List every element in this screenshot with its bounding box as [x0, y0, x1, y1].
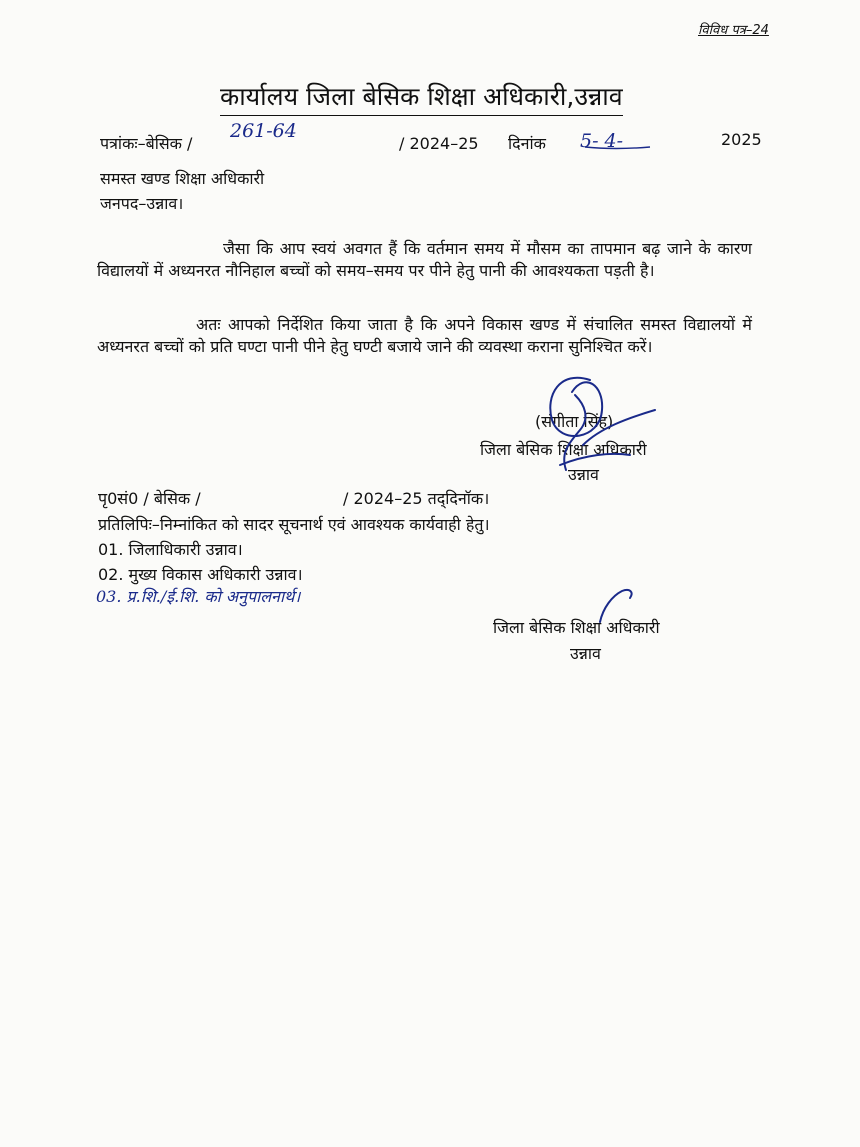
signatory-place-2: उन्नाव	[570, 644, 601, 663]
copy-item-2: 02. मुख्य विकास अधिकारी उन्नाव।	[98, 565, 303, 584]
date-year: 2025	[721, 130, 762, 149]
date-label: दिनांक	[508, 134, 546, 153]
date-underline-stroke	[585, 147, 650, 149]
reference-label: पत्रांकः–बेसिक /	[100, 134, 193, 153]
office-heading: कार्यालय जिला बेसिक शिक्षा अधिकारी,उन्नाव	[220, 84, 623, 116]
handwritten-reference-number: 261-64	[230, 120, 297, 142]
signature-scribble-2-icon	[600, 590, 632, 622]
handwritten-copy-item-3: 03. प्र.शि./ई.शि. को अनुपालनार्थ।	[96, 587, 301, 606]
addressee-line-2: जनपद–उन्नाव।	[100, 194, 184, 213]
copy-item-1: 01. जिलाधिकारी उन्नाव।	[98, 540, 243, 559]
signatory-designation-2: जिला बेसिक शिक्षा अधिकारी	[493, 618, 660, 637]
handwritten-date: 5- 4-	[580, 130, 624, 152]
endorsement-reference-label: पृ0सं0 / बेसिक /	[98, 489, 201, 508]
body-paragraph-2: अतः आपको निर्देशित किया जाता है कि अपने विकास खण्ड में संचालित समस्त विद्यालयों में अध्यनरत बच्चों को प्रति घण्टा पानी पीने हेतु घण्टी बजाये जाने की व्यवस्था कराना सुनिश्चित करें।	[97, 315, 752, 356]
signature-scribble-1-icon	[550, 378, 655, 470]
reference-year: / 2024–25	[399, 134, 479, 153]
copy-to-line: प्रतिलिपिः–निम्नांकित को सादर सूचनार्थ एवं आवश्यक कार्यवाही हेतु।	[98, 515, 490, 534]
body-paragraph-1: जैसा कि आप स्वयं अवगत हैं कि वर्तमान समय में मौसम का तापमान बढ़ जाने के कारण विद्यालयों में अध्यनरत नौनिहाल बच्चों को समय–समय पर पीने हेतु पानी की आवश्यकता पड़ती है।	[97, 239, 752, 280]
form-code: विविध पत्र–24	[698, 23, 769, 38]
signatory-place-1: उन्नाव	[568, 465, 599, 484]
endorsement-reference-year: / 2024–25 तद्‌दिनॉक।	[343, 489, 490, 508]
signatory-designation-1: जिला बेसिक शिक्षा अधिकारी	[480, 440, 647, 459]
signatory-name: (संगीता सिंह)	[535, 412, 614, 431]
addressee-line-1: समस्त खण्ड शिक्षा अधिकारी	[100, 169, 265, 188]
